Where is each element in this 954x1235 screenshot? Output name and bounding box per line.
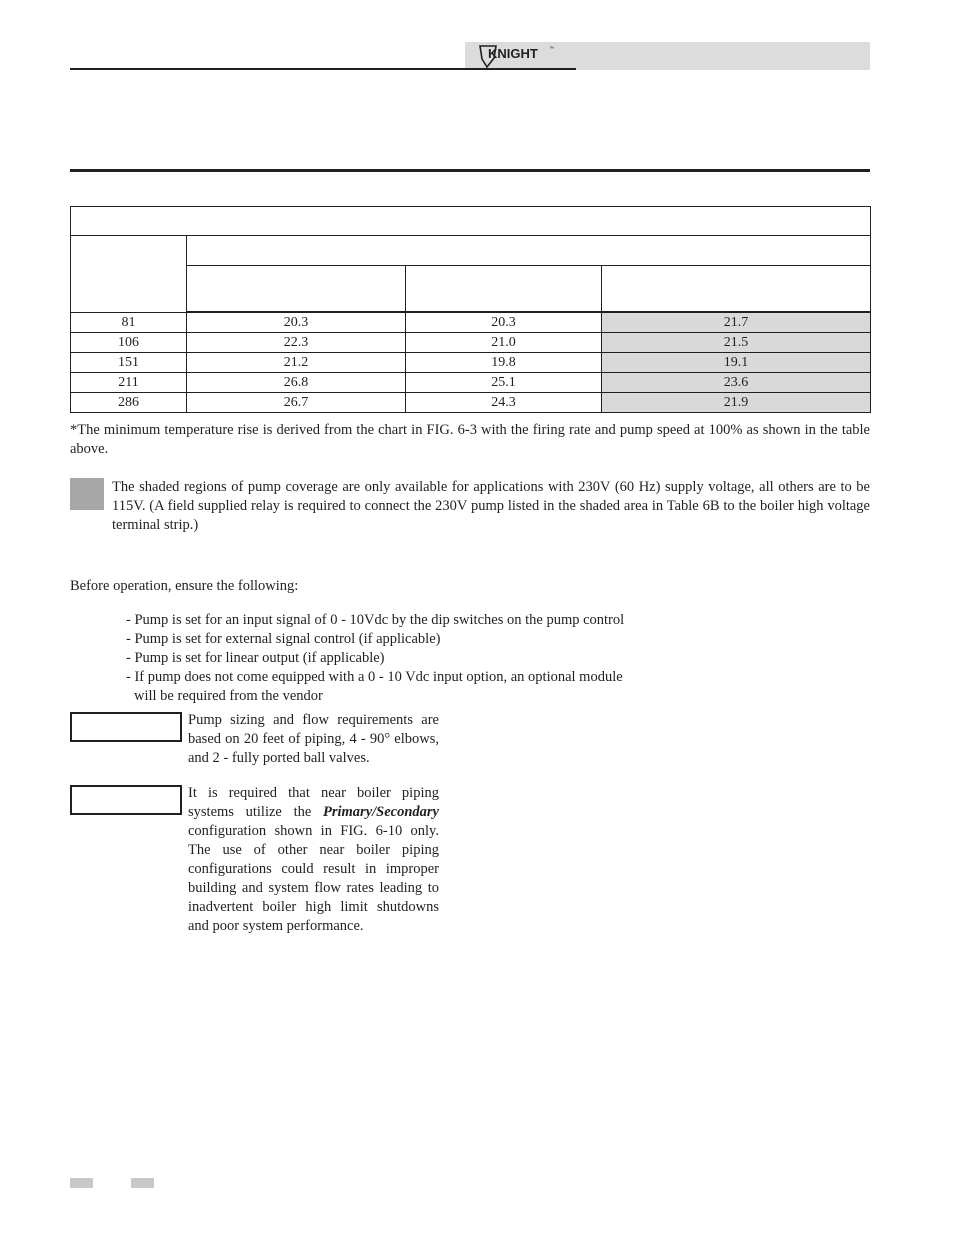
table-row <box>71 312 871 333</box>
table-cell: 20.3 <box>406 312 602 333</box>
table-head-group <box>187 236 871 266</box>
table-cell-shaded: 23.6 <box>602 373 871 393</box>
table-head-col-2 <box>406 266 602 313</box>
notice-piping-text-cont: configuration shown in FIG. 6-10 only. The use of other near boiler piping configurations could result in improper building and system flow rates leading to inadvertent boiler high limit shutdowns and poor system performance. <box>188 823 439 934</box>
table-cell: 21.2 <box>187 353 406 373</box>
table-head-col-1 <box>187 266 406 313</box>
notice-piping-emphasis: Primary/Secondary <box>323 804 439 820</box>
before-operation-list <box>126 611 686 706</box>
table-cell: 19.8 <box>406 353 602 373</box>
table-cell: 21.0 <box>406 333 602 353</box>
table-cell-model: 286 <box>71 393 187 413</box>
table-head-col-3 <box>602 266 871 313</box>
table-cell-model: 211 <box>71 373 187 393</box>
table-cell-shaded: 21.5 <box>602 333 871 353</box>
notice-piping <box>188 784 439 936</box>
table-row <box>71 353 871 373</box>
table-cell-model: 106 <box>71 333 187 353</box>
table-cell-shaded: 19.1 <box>602 353 871 373</box>
table-row <box>71 333 871 353</box>
table-cell-shaded: 21.9 <box>602 393 871 413</box>
footer-tab-right <box>131 1178 154 1188</box>
list-item: will be required from the vendor <box>134 688 323 704</box>
table-cell-model: 81 <box>71 312 187 333</box>
notice-pump-sizing: Pump sizing and flow requirements are based on 20 feet of piping, 4 - 90° elbows, and 2 - fully ported ball valves. <box>188 712 439 766</box>
table-footnote: *The minimum temperature rise is derived from the chart in FIG. 6-3 with the firing rate and pump speed at 100% as shown in the table above. <box>70 422 870 457</box>
table-cell: 26.8 <box>187 373 406 393</box>
footer-tab-left <box>70 1178 93 1188</box>
list-item: - Pump is set for linear output (if applicable) <box>126 650 385 666</box>
list-item: - If pump does not come equipped with a 0 - 10 Vdc input option, an optional module <box>126 669 623 685</box>
table-cell-model: 151 <box>71 353 187 373</box>
table-head-model <box>71 236 187 313</box>
table-title-cell <box>71 207 871 236</box>
notice-label-box <box>70 785 182 815</box>
knight-logo <box>476 42 554 70</box>
logo-brand: KNIGHT <box>488 46 538 61</box>
knight-shield-icon <box>476 42 554 70</box>
table-cell: 22.3 <box>187 333 406 353</box>
section-rule <box>70 169 870 172</box>
logo-trademark: ™ <box>549 46 554 52</box>
list-item: - Pump is set for an input signal of 0 - 10Vdc by the dip switches on the pump control <box>126 612 625 628</box>
table-cell: 26.7 <box>187 393 406 413</box>
table-cell: 25.1 <box>406 373 602 393</box>
table-row <box>71 393 871 413</box>
shaded-legend-square <box>70 478 104 510</box>
before-operation-intro: Before operation, ensure the following: <box>70 578 299 594</box>
shaded-region-note: The shaded regions of pump coverage are only available for applications with 230V (60 Hz) supply voltage, all others are to be 115V. (A field supplied relay is required to connect the 230V pump listed in the shaded area in Table 6B to the boiler high voltage terminal strip.) <box>112 479 870 533</box>
pump-table <box>70 206 871 413</box>
table-cell-shaded: 21.7 <box>602 312 871 333</box>
table-cell: 24.3 <box>406 393 602 413</box>
table-cell: 20.3 <box>187 312 406 333</box>
table-row <box>71 373 871 393</box>
notice-label-box <box>70 712 182 742</box>
list-item: - Pump is set for external signal control (if applicable) <box>126 631 441 647</box>
notice-piping-text: It is required that near boiler piping systems utilize the <box>188 785 439 820</box>
